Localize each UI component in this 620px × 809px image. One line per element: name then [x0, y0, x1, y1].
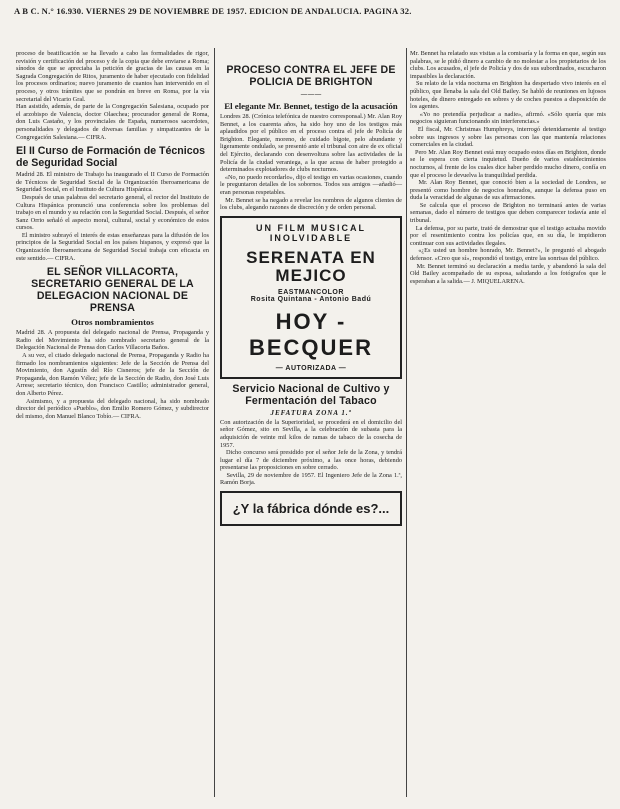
film-rating: — AUTORIZADA —	[275, 364, 347, 372]
headline-curso-seguridad-social: El II Curso de Formación de Técnicos de Seguridad Social	[16, 145, 205, 170]
headline-proceso-brighton: PROCESO CONTRA EL JEFE DE POLICIA DE BRIGHTON	[226, 64, 396, 88]
article-paragraph: Mr. Bennet ha relatado sus visitas a la comisaría y la forma en que, según sus palabras, se le pidió dinero a cambio de no molestar a los propietarios de los clubs. Los acusados, el jefe de Policía y dos de sus subordinados, escucharon impasibles la declaración. Su relato de la vida nocturna en Brighton ha despertado vivo interés en el público, que llenaba la sala del Old Bailey. Se habló de reuniones en lujosos hoteles, de dinero entregado en sobres y de coches puestos a disposición de los agentes. «Yo no pretendía perjudicar a nadie», afirmó. «Sólo quería que mis negocios siguieran funcionando sin interferencias.» El fiscal, Mr. Christmas Humphreys, interrogó detenidamente al testigo sobre sus ingresos y sobre las personas con las que mantenía relaciones comerciales en la ciudad. Pero Mr. Alan Roy Bennet está muy ocupado estos días en Brighton, donde se le espera con cierta inquietud. Dueño de varios establecimientos nocturnos, al frente de los cuales dice haber perdido mucho dinero, confía en que el proceso le devuelva la tranquilidad perdida. Mr. Alan Roy Bennet, que conoció bien a la sociedad de Londres, se presentó como hombre de negocios honrados, aunque la defensa puso en duda la veracidad de algunas de sus afirmaciones. Se calcula que el proceso de Brighton no terminará antes de varias semanas, dado el número de testigos que deben comparecer todavía ante el tribunal. La defensa, por su parte, trató de demostrar que el testigo actuaba movido por el resentimiento contra los policías que, en su día, le impidieron continuar con sus actividades ilegales. «¿Es usted un hombre honrado, Mr. Bennet?», le preguntó el abogado defensor. «Creo que sí», respondió el testigo, entre las sonrisas del público. Mr. Bennet terminó su declaración a media tarde, y abandonó la sala del Old Bailey acompañado de su esposa, saludando a los fotógrafos que le esperaban a la salida.— J. MIQUELARENA.	[410, 50, 606, 285]
headline-servicio-tabaco: Servicio Nacional de Cultivo y Fermentación del Tabaco	[232, 382, 390, 407]
film-advertisement	[220, 216, 402, 379]
subheadline-nombramientos: Otros nombramientos	[71, 317, 154, 328]
headline-villacorta: EL SEÑOR VILLACORTA, SECRETARIO GENERAL DE LA DELEGACION NACIONAL DE PRENSA	[31, 266, 194, 315]
ad-line: EASTMANCOLOR	[278, 288, 344, 296]
column-middle	[220, 60, 402, 803]
article-paragraph: Con autorización de la Superioridad, se procederá en el domicilio del señor Gómez, sito en Sevilla, a la celebración de subasta para la adquisición de veinte mil kilos de ramas de tabaco de la cosecha de 1957. Dicho concurso será presidido por el señor Jefe de la Zona, y tendrá lugar el día 7 de diciembre próximo, a las once horas, debiendo presentarse las proposiciones en sobre cerrado. Sevilla, 29 de noviembre de 1957. El Ingeniero Jefe de la Zona 1.ª, Ramón Borja.	[220, 418, 402, 487]
fabrica-advertisement: ¿Y la fábrica dónde es?...	[220, 491, 402, 526]
article-paragraph: Han asistido, además, de parte de la Congregación Salesiana, ocupado por el arzobispo de Valencia, doctor Olaechea; procurador general de Roma, don Luis Castaño, y los provinciales de España, numerosos sacerdotes, personalidades y delegados de diversas familias y simpatizantes de la Congregación Salesiana.— CIFRA.	[16, 103, 211, 141]
article-paragraph: Londres 28. (Crónica telefónica de nuestro corresponsal.) Mr. Alan Roy Bennet, a los cuarenta años, ha sido hoy uno de los testigos más aplaudidos por el público en el proceso contra el jefe de Policía de Brighton. Elegante, moreno, de cuidado bigote, pelo abundante y ligeramente ondulado, se presentó ante el tribunal con aire de ex oficial del Ejército, declarando con desenvoltura sobre las actividades de la Policía de la ciudad veraniega, a la que acusa de haber protegido a determinados explotadores de clubs nocturnos. «No, no puedo recordarlo», dijo el testigo en varias ocasiones, cuando le preguntaron detalles de los sobornos. Todos sus amigos —añadió— eran personas respetables. Mr. Bennet se ha negado a revelar los nombres de algunos clientes de los clubs, alegando razones de discreción y de orden personal.	[220, 113, 402, 212]
ad-line: UN FILM MUSICAL	[256, 222, 366, 233]
subheadline-jefatura: JEFATURA ZONA 1.ª	[270, 408, 352, 417]
column-rule-right	[406, 48, 407, 797]
subheadline-bennet: El elegante Mr. Bennet, testigo de la acusación	[224, 101, 398, 111]
article-paragraph: proceso de beatificación se ha llevado a cabo las formalidades de rigor, revisión y certificación del proceso y de la copia que debe enviarse a Roma; sínodos de que se apreciaba la petición de gracias de las causas en la Sagrada Congregación de Ritos, juramento de haber ejecutado con fidelidad los procesos ordinarios; nuevo juramento de cuantos han intervenido en el proceso, y otros trámites que se pondrán en breve en Roma, por la vía secretarial del Vicario Gral.	[16, 50, 211, 103]
ad-line: INOLVIDABLE	[269, 232, 353, 243]
column-left	[16, 50, 209, 803]
film-cast: Rosita Quintana - Antonio Badú	[250, 295, 372, 303]
divider: ———	[300, 90, 322, 98]
film-title: SERENATA EN MEJICO	[246, 247, 376, 285]
article-paragraph: Madrid 28. A propuesta del delegado nacional de Prensa, Propaganda y Radio del Movimiento ha sido nombrado secretario general de la Delegación Nacional de Prensa don Carlos Villacorta Baños. A su vez, el citado delegado nacional de Prensa, Propaganda y Radio ha firmado los nombramientos siguientes: Jefe de la Sección de Prensa del Movimiento, don Agustín del Río Cisneros; jefe de la Sección de Propaganda, don Ramón Vélez; jefe de la Sección de Radio, don José Luis Arrese; secretario técnico, don Francisco Castillo; administrador general, don Alberto Pérez. Asimismo, y a propuesta del delegado nacional, ha sido nombrado director del periódico «Pueblo», don Emilio Romero Gómez, y subdirector del mismo, don Manuel Blanco Tobío.— CIFRA.	[16, 329, 209, 420]
column-right	[410, 50, 606, 803]
article-paragraph: Madrid 28. El ministro de Trabajo ha inaugurado el II Curso de Formación de Técnicos de Seguridad Social de la Organización Iberoamericana de Seguridad Social, en el Instituto de Cultura Hispánica. Después de unas palabras del secretario general, el rector del Instituto de Cultura Hispánica pronunció una conferencia sobre los problemas del trabajo en el mundo y su relación con la Seguridad Social. Después, el señor Sanz Orrio señaló el aspecto moral, cultural, social y económico de estos cursos. El ministro subrayó el interés de estas enseñanzas para la difusión de los principios de la Seguridad Social en los países hispanos, y expresó que la Organización Iberoamericana de Seguridad Social trabaja con eficacia en este sentido.— CIFRA.	[16, 171, 209, 262]
cinema-name: HOY - BECQUER	[248, 308, 373, 360]
column-rule-left	[214, 48, 215, 797]
page-header: A B C. N.° 16.930. VIERNES 29 DE NOVIEMBRE DE 1957. EDICION DE ANDALUCIA. PAGINA 32.	[14, 6, 412, 16]
